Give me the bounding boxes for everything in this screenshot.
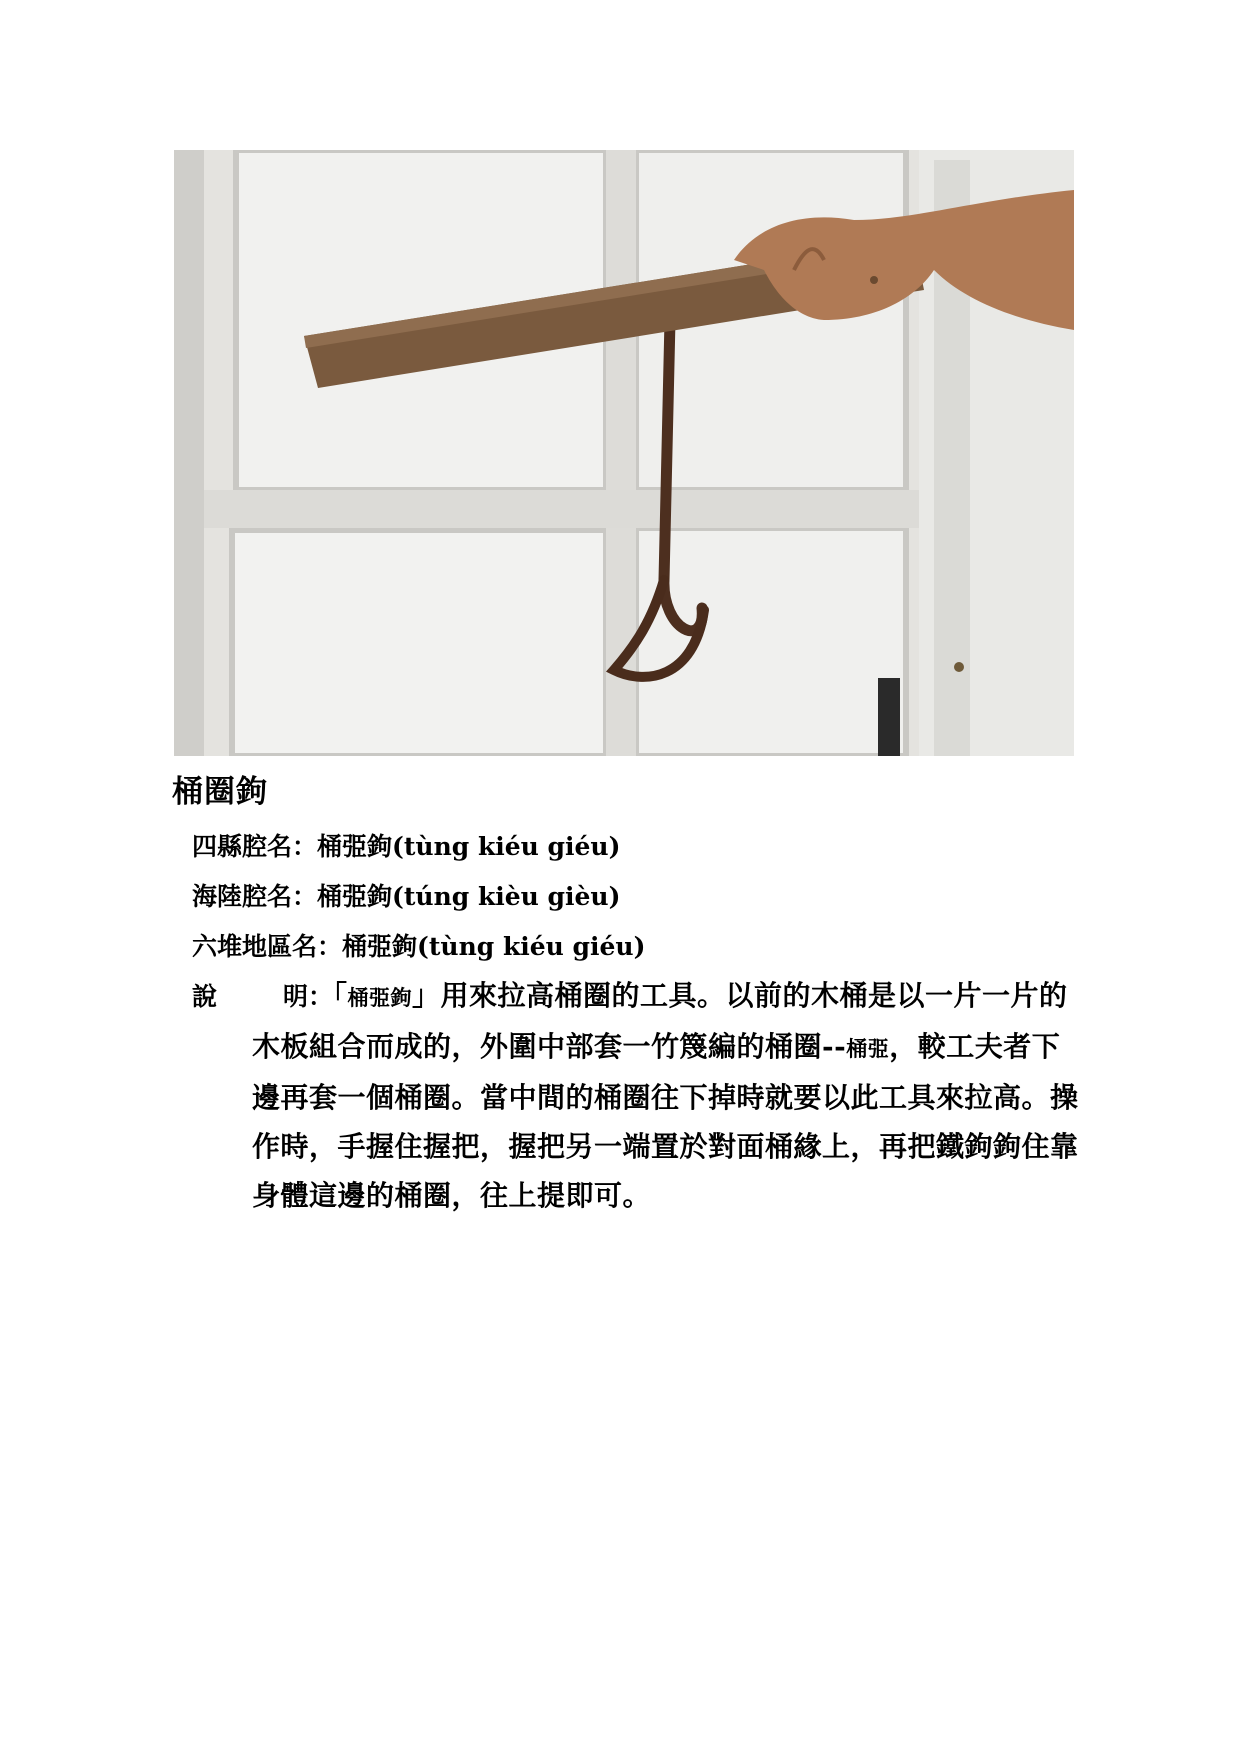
description-text-1: 用來拉高桶圈的工具。以前的木桶是以一片一片的木板組合而成的，外圍中部套一竹篾編的桶圈--: [252, 979, 1068, 1063]
description-term-2: 桶弫: [846, 1036, 890, 1061]
name-term: 桶弫鉤: [342, 932, 418, 961]
name-romanization: (tùng kiéu giéu): [417, 932, 646, 961]
description-label-b: 明：: [283, 982, 334, 1011]
name-label: 四縣腔名：: [192, 832, 318, 861]
name-term: 桶弫鉤: [317, 832, 393, 861]
name-romanization: (tùng kiéu giéu): [392, 832, 621, 861]
hook-tool-photo: [174, 150, 1074, 756]
quote-open: 「: [333, 979, 348, 1012]
description-text-2: ，較工夫者下邊再套一個桶圈。當中間的桶圈往下掉時就要以此工具來拉高。操作時，手握住握把，握把另一端置於對面桶緣上，再把鐵鉤鉤住靠身體這邊的桶圈，往上提即可。: [252, 1030, 1079, 1212]
name-label: 海陸腔名：: [192, 882, 318, 911]
name-line-sixian: [192, 827, 620, 863]
page-title: 桶圈鉤: [172, 774, 268, 810]
name-label: 六堆地區名：: [192, 932, 343, 961]
name-line-liudui: [192, 927, 645, 963]
name-line-hailu: [192, 877, 620, 913]
description-label-a: 說: [192, 982, 218, 1011]
name-term: 桶弫鉤: [317, 882, 393, 911]
name-romanization: (túng kièu gièu): [392, 882, 621, 911]
quote-close: 」: [412, 979, 441, 1012]
description-text: [252, 971, 1082, 1220]
description-term: 桶弫鉤: [347, 985, 413, 1010]
hook-tool-photo-icon: [174, 150, 1074, 756]
